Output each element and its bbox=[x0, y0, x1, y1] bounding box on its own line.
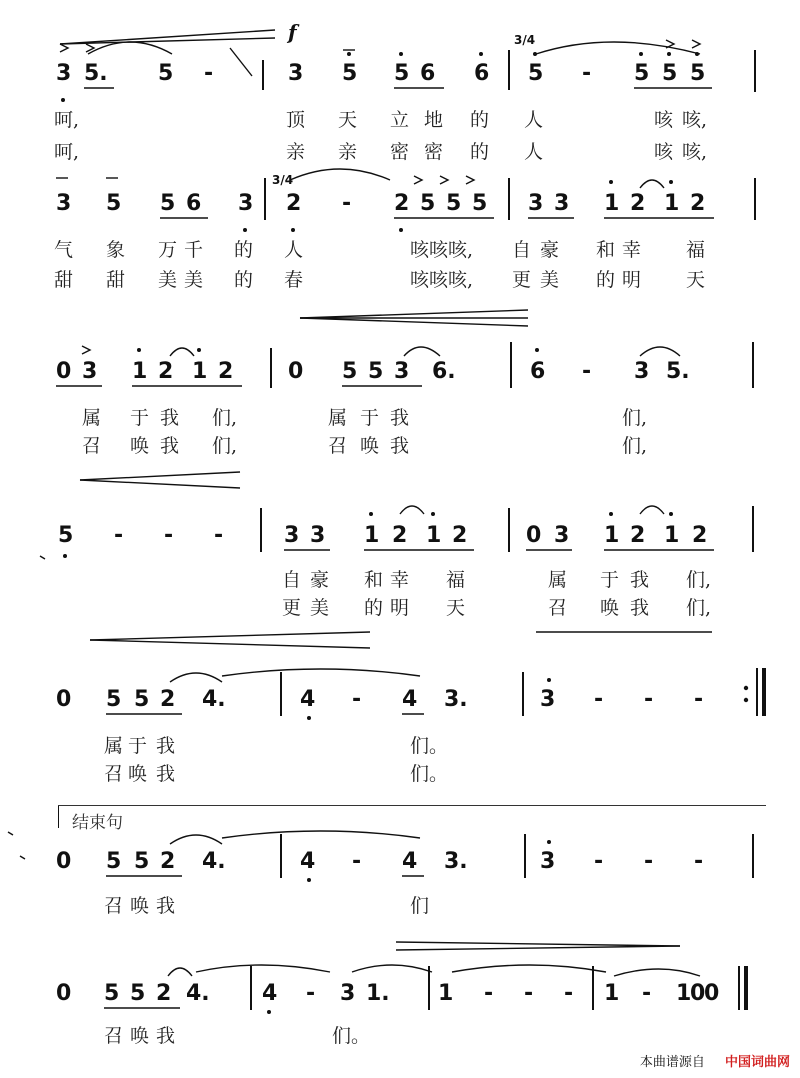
octave-dot bbox=[533, 52, 537, 56]
note: 0 bbox=[56, 687, 72, 712]
note: 5 bbox=[342, 61, 358, 86]
accent-mark bbox=[440, 176, 448, 184]
note: 4 bbox=[262, 981, 278, 1006]
lyric: 甜 bbox=[54, 269, 74, 291]
octave-dot bbox=[479, 52, 483, 56]
note: 5 bbox=[106, 849, 122, 874]
lyric: 天 bbox=[446, 597, 466, 619]
note: 0 bbox=[288, 359, 304, 384]
lyric: 咳, bbox=[682, 141, 708, 163]
lyric: 美 bbox=[540, 269, 560, 291]
lyric: 咳 bbox=[654, 109, 674, 131]
note: 3. bbox=[444, 849, 468, 874]
lyric: 人 bbox=[284, 239, 304, 261]
lyric: 的 bbox=[596, 269, 616, 291]
note: 4. bbox=[186, 981, 210, 1006]
note: - bbox=[694, 849, 704, 874]
note: 3 bbox=[284, 523, 300, 548]
lyric: 属 bbox=[104, 735, 124, 757]
lyric: 我 bbox=[390, 407, 410, 429]
slur bbox=[536, 42, 700, 54]
slur bbox=[88, 42, 172, 54]
lyric: 天 bbox=[686, 269, 706, 291]
note: 3 bbox=[528, 191, 544, 216]
note: 5 bbox=[104, 981, 120, 1006]
lyric: 呵, bbox=[54, 141, 80, 163]
note: 0 bbox=[704, 981, 720, 1006]
lyric: 顶 bbox=[286, 109, 306, 131]
slur bbox=[170, 835, 222, 844]
slur bbox=[352, 965, 432, 972]
octave-dot bbox=[609, 512, 613, 516]
ending-label: 结束句 bbox=[72, 813, 123, 833]
octave-dot bbox=[547, 840, 551, 844]
lyric: 属 bbox=[328, 407, 348, 429]
lyric: 和 bbox=[596, 239, 616, 261]
note: 3 bbox=[540, 687, 556, 712]
lyric: 气 bbox=[54, 239, 74, 261]
note: 0 bbox=[56, 359, 72, 384]
note: 6 bbox=[530, 359, 546, 384]
note: 5. bbox=[84, 61, 108, 86]
note: 3. bbox=[444, 687, 468, 712]
slur bbox=[170, 348, 194, 356]
note: 1 bbox=[664, 523, 680, 548]
octave-dot bbox=[399, 228, 403, 232]
octave-dot bbox=[307, 878, 311, 882]
note: 2 bbox=[218, 359, 234, 384]
lyric: 的 bbox=[364, 597, 384, 619]
note: 5 bbox=[662, 61, 678, 86]
octave-dot bbox=[535, 348, 539, 352]
octave-dot bbox=[267, 1010, 271, 1014]
note: 5 bbox=[394, 61, 410, 86]
slur bbox=[290, 169, 390, 180]
note: 5. bbox=[666, 359, 690, 384]
note: 2 bbox=[690, 191, 706, 216]
note: 2 bbox=[630, 191, 646, 216]
note: 2 bbox=[452, 523, 468, 548]
lyric: 人 bbox=[524, 109, 544, 131]
note: 3 bbox=[394, 359, 410, 384]
note: 1 bbox=[676, 981, 692, 1006]
note: 5 bbox=[446, 191, 462, 216]
note: 6. bbox=[432, 359, 456, 384]
octave-dot bbox=[399, 52, 403, 56]
lyric: 咳, bbox=[682, 109, 708, 131]
lyric: 千 bbox=[184, 239, 204, 261]
lyric: 召 bbox=[82, 435, 102, 457]
lyric: 人 bbox=[524, 141, 544, 163]
lyric: 们, bbox=[686, 597, 712, 619]
lyric: 我 bbox=[156, 895, 176, 917]
note: - bbox=[204, 61, 214, 86]
note: - bbox=[524, 981, 534, 1006]
note: 1 bbox=[132, 359, 148, 384]
lyric: 天 bbox=[338, 109, 358, 131]
note: 0 bbox=[690, 981, 706, 1006]
note: - bbox=[694, 687, 704, 712]
note: - bbox=[352, 687, 362, 712]
lyric: 我 bbox=[156, 735, 176, 757]
note: - bbox=[164, 523, 174, 548]
lyric: 明 bbox=[390, 597, 410, 619]
crescendo-line bbox=[80, 472, 240, 480]
note: - bbox=[484, 981, 494, 1006]
note: 2 bbox=[156, 981, 172, 1006]
lyric: 们, bbox=[212, 407, 238, 429]
note: 3 bbox=[340, 981, 356, 1006]
lyric: 福 bbox=[446, 569, 466, 591]
note: - bbox=[352, 849, 362, 874]
note: 4 bbox=[300, 849, 316, 874]
lyric: 我 bbox=[156, 1025, 176, 1047]
lyric: 咳咳咳, bbox=[410, 239, 474, 261]
octave-dot bbox=[307, 716, 311, 720]
octave-dot bbox=[667, 52, 671, 56]
lyric: 于 bbox=[130, 407, 150, 429]
lyric: 甜 bbox=[106, 269, 126, 291]
note: 5 bbox=[160, 191, 176, 216]
dot-mark bbox=[40, 556, 45, 559]
lyric: 幸 bbox=[622, 239, 642, 261]
slur bbox=[170, 673, 222, 682]
note: 6 bbox=[474, 61, 490, 86]
lyric: 自 bbox=[282, 569, 302, 591]
lyric: 唤 bbox=[600, 597, 620, 619]
note: - bbox=[644, 849, 654, 874]
repeat-dot bbox=[744, 686, 748, 690]
note: 2 bbox=[160, 687, 176, 712]
lyric: 的 bbox=[234, 269, 254, 291]
lyric: 幸 bbox=[390, 569, 410, 591]
lyric: 们, bbox=[686, 569, 712, 591]
slur bbox=[640, 180, 664, 188]
note: 2 bbox=[160, 849, 176, 874]
lyric: 唤 bbox=[130, 435, 150, 457]
lyric: 咳咳咳, bbox=[410, 269, 474, 291]
note: 2 bbox=[158, 359, 174, 384]
note: - bbox=[582, 359, 592, 384]
slash-mark bbox=[230, 48, 252, 76]
note: 5 bbox=[690, 61, 706, 86]
note: 5 bbox=[130, 981, 146, 1006]
crescendo-line bbox=[300, 318, 528, 326]
lyric: 召 bbox=[548, 597, 568, 619]
octave-dot bbox=[291, 228, 295, 232]
lyric: 美 bbox=[158, 269, 178, 291]
note: 3 bbox=[554, 523, 570, 548]
lyric: 召 bbox=[328, 435, 348, 457]
lyric: 们, bbox=[212, 435, 238, 457]
footer-source: 本曲谱源自 bbox=[639, 1055, 705, 1070]
note: 5 bbox=[158, 61, 174, 86]
accent-mark bbox=[692, 40, 700, 48]
note: - bbox=[644, 687, 654, 712]
lyric: 唤 bbox=[128, 763, 148, 785]
note: 5 bbox=[368, 359, 384, 384]
dynamic-forte: f bbox=[288, 20, 297, 44]
slur bbox=[640, 506, 664, 514]
note: 6 bbox=[186, 191, 202, 216]
note: 2 bbox=[394, 191, 410, 216]
slur bbox=[404, 347, 440, 356]
lyric: 我 bbox=[630, 569, 650, 591]
octave-dot bbox=[609, 180, 613, 184]
crescendo-line bbox=[60, 38, 275, 44]
lyric: 豪 bbox=[310, 569, 330, 591]
lyric: 和 bbox=[364, 569, 384, 591]
lyric: 们。 bbox=[332, 1025, 371, 1047]
lyric: 我 bbox=[630, 597, 650, 619]
octave-dot bbox=[695, 52, 699, 56]
lyric: 豪 bbox=[540, 239, 560, 261]
note: 3 bbox=[310, 523, 326, 548]
octave-dot bbox=[137, 348, 141, 352]
lyric: 的 bbox=[470, 141, 490, 163]
note: - bbox=[342, 191, 352, 216]
crescendo-line bbox=[80, 480, 240, 488]
lyric: 咳 bbox=[654, 141, 674, 163]
octave-dot bbox=[369, 512, 373, 516]
note: - bbox=[306, 981, 316, 1006]
lyric: 唤 bbox=[130, 895, 150, 917]
octave-dot bbox=[243, 228, 247, 232]
note: 3 bbox=[554, 191, 570, 216]
note: 5 bbox=[134, 849, 150, 874]
note: - bbox=[564, 981, 574, 1006]
lyric: 我 bbox=[160, 407, 180, 429]
dot-mark bbox=[20, 856, 25, 859]
lyric: 密 bbox=[390, 141, 410, 163]
lyric: 明 bbox=[622, 269, 642, 291]
lyric: 美 bbox=[184, 269, 204, 291]
lyric: 春 bbox=[284, 269, 304, 291]
lyric: 呵, bbox=[54, 109, 80, 131]
lyric: 亲 bbox=[286, 141, 306, 163]
note: 1. bbox=[366, 981, 390, 1006]
octave-dot bbox=[197, 348, 201, 352]
note: 5 bbox=[472, 191, 488, 216]
footer bbox=[640, 1051, 790, 1070]
slur bbox=[222, 669, 420, 676]
note: 2 bbox=[630, 523, 646, 548]
note: 0 bbox=[526, 523, 542, 548]
lyric: 我 bbox=[156, 763, 176, 785]
note: - bbox=[114, 523, 124, 548]
time-signature: 3/4 bbox=[514, 33, 536, 47]
lyric: 的 bbox=[234, 239, 254, 261]
octave-dot bbox=[431, 512, 435, 516]
lyric: 们, bbox=[622, 435, 648, 457]
note: 3 bbox=[238, 191, 254, 216]
lyric: 福 bbox=[686, 239, 706, 261]
lyric: 们, bbox=[622, 407, 648, 429]
accent-mark bbox=[414, 176, 422, 184]
crescendo-line bbox=[60, 30, 275, 44]
slur bbox=[400, 506, 424, 514]
crescendo-line bbox=[396, 946, 680, 950]
repeat-dot bbox=[744, 698, 748, 702]
accent-mark bbox=[82, 346, 90, 354]
lyric: 更 bbox=[282, 597, 302, 619]
note: 3 bbox=[288, 61, 304, 86]
footer-site-link[interactable]: 中国词曲网 bbox=[724, 1055, 790, 1070]
note: 3 bbox=[56, 61, 72, 86]
crescendo-line bbox=[90, 640, 370, 648]
note: 2 bbox=[392, 523, 408, 548]
dot-mark bbox=[8, 832, 13, 835]
note: 1 bbox=[426, 523, 442, 548]
octave-dot bbox=[63, 554, 67, 558]
note: 1 bbox=[604, 191, 620, 216]
lyric: 唤 bbox=[360, 435, 380, 457]
lyric: 地 bbox=[424, 109, 444, 131]
octave-dot bbox=[639, 52, 643, 56]
note: 4 bbox=[300, 687, 316, 712]
lyric: 立 bbox=[390, 109, 410, 131]
lyric: 召 bbox=[104, 895, 124, 917]
note: 5 bbox=[134, 687, 150, 712]
note: 0 bbox=[56, 981, 72, 1006]
note: 2 bbox=[692, 523, 708, 548]
note: 0 bbox=[56, 849, 72, 874]
lyric: 象 bbox=[106, 239, 126, 261]
accent-mark bbox=[466, 176, 474, 184]
note: - bbox=[594, 849, 604, 874]
note: 1 bbox=[438, 981, 454, 1006]
octave-dot bbox=[61, 98, 65, 102]
note: 3 bbox=[540, 849, 556, 874]
note: 4 bbox=[402, 687, 418, 712]
lyric: 于 bbox=[360, 407, 380, 429]
lyric: 美 bbox=[310, 597, 330, 619]
note: - bbox=[642, 981, 652, 1006]
note: 5 bbox=[342, 359, 358, 384]
slur bbox=[168, 968, 192, 976]
note: 5 bbox=[420, 191, 436, 216]
note: 1 bbox=[604, 523, 620, 548]
lyric: 们。 bbox=[410, 735, 449, 757]
slur bbox=[614, 969, 700, 976]
note: 5 bbox=[106, 191, 122, 216]
note: 4 bbox=[402, 849, 418, 874]
note: 4. bbox=[202, 687, 226, 712]
note: 3 bbox=[56, 191, 72, 216]
note: 5 bbox=[634, 61, 650, 86]
note: 3 bbox=[82, 359, 98, 384]
lyric: 于 bbox=[128, 735, 148, 757]
lyric: 属 bbox=[548, 569, 568, 591]
lyric: 的 bbox=[470, 109, 490, 131]
crescendo-line bbox=[396, 942, 680, 946]
lyric: 我 bbox=[390, 435, 410, 457]
note: 6 bbox=[420, 61, 436, 86]
slur bbox=[222, 831, 420, 838]
note: 1 bbox=[604, 981, 620, 1006]
lyric: 密 bbox=[424, 141, 444, 163]
note: 5 bbox=[58, 523, 74, 548]
note: - bbox=[214, 523, 224, 548]
note: - bbox=[594, 687, 604, 712]
lyric: 自 bbox=[512, 239, 532, 261]
note: 1 bbox=[664, 191, 680, 216]
slur bbox=[452, 965, 606, 972]
lyric: 我 bbox=[160, 435, 180, 457]
lyric: 属 bbox=[82, 407, 102, 429]
lyric: 们 bbox=[410, 895, 430, 917]
note: - bbox=[582, 61, 592, 86]
note: 1 bbox=[192, 359, 208, 384]
lyric: 于 bbox=[600, 569, 620, 591]
lyric: 唤 bbox=[130, 1025, 150, 1047]
note: 2 bbox=[286, 191, 302, 216]
lyric: 召 bbox=[104, 1025, 124, 1047]
octave-dot bbox=[669, 180, 673, 184]
note: 4. bbox=[202, 849, 226, 874]
lyric: 亲 bbox=[338, 141, 358, 163]
note: 5 bbox=[106, 687, 122, 712]
time-signature: 3/4 bbox=[272, 173, 294, 187]
octave-dot bbox=[669, 512, 673, 516]
lyric: 更 bbox=[512, 269, 532, 291]
lyric: 们。 bbox=[410, 763, 449, 785]
note: 1 bbox=[364, 523, 380, 548]
lyric: 召 bbox=[104, 763, 124, 785]
lyric: 万 bbox=[158, 239, 178, 261]
accent-mark bbox=[60, 44, 68, 52]
slur bbox=[640, 347, 680, 356]
note: 3 bbox=[634, 359, 650, 384]
crescendo-line bbox=[300, 310, 528, 318]
octave-dot bbox=[547, 678, 551, 682]
slur bbox=[196, 965, 330, 972]
crescendo-line bbox=[90, 632, 370, 640]
octave-dot bbox=[347, 52, 351, 56]
note: 5 bbox=[528, 61, 544, 86]
